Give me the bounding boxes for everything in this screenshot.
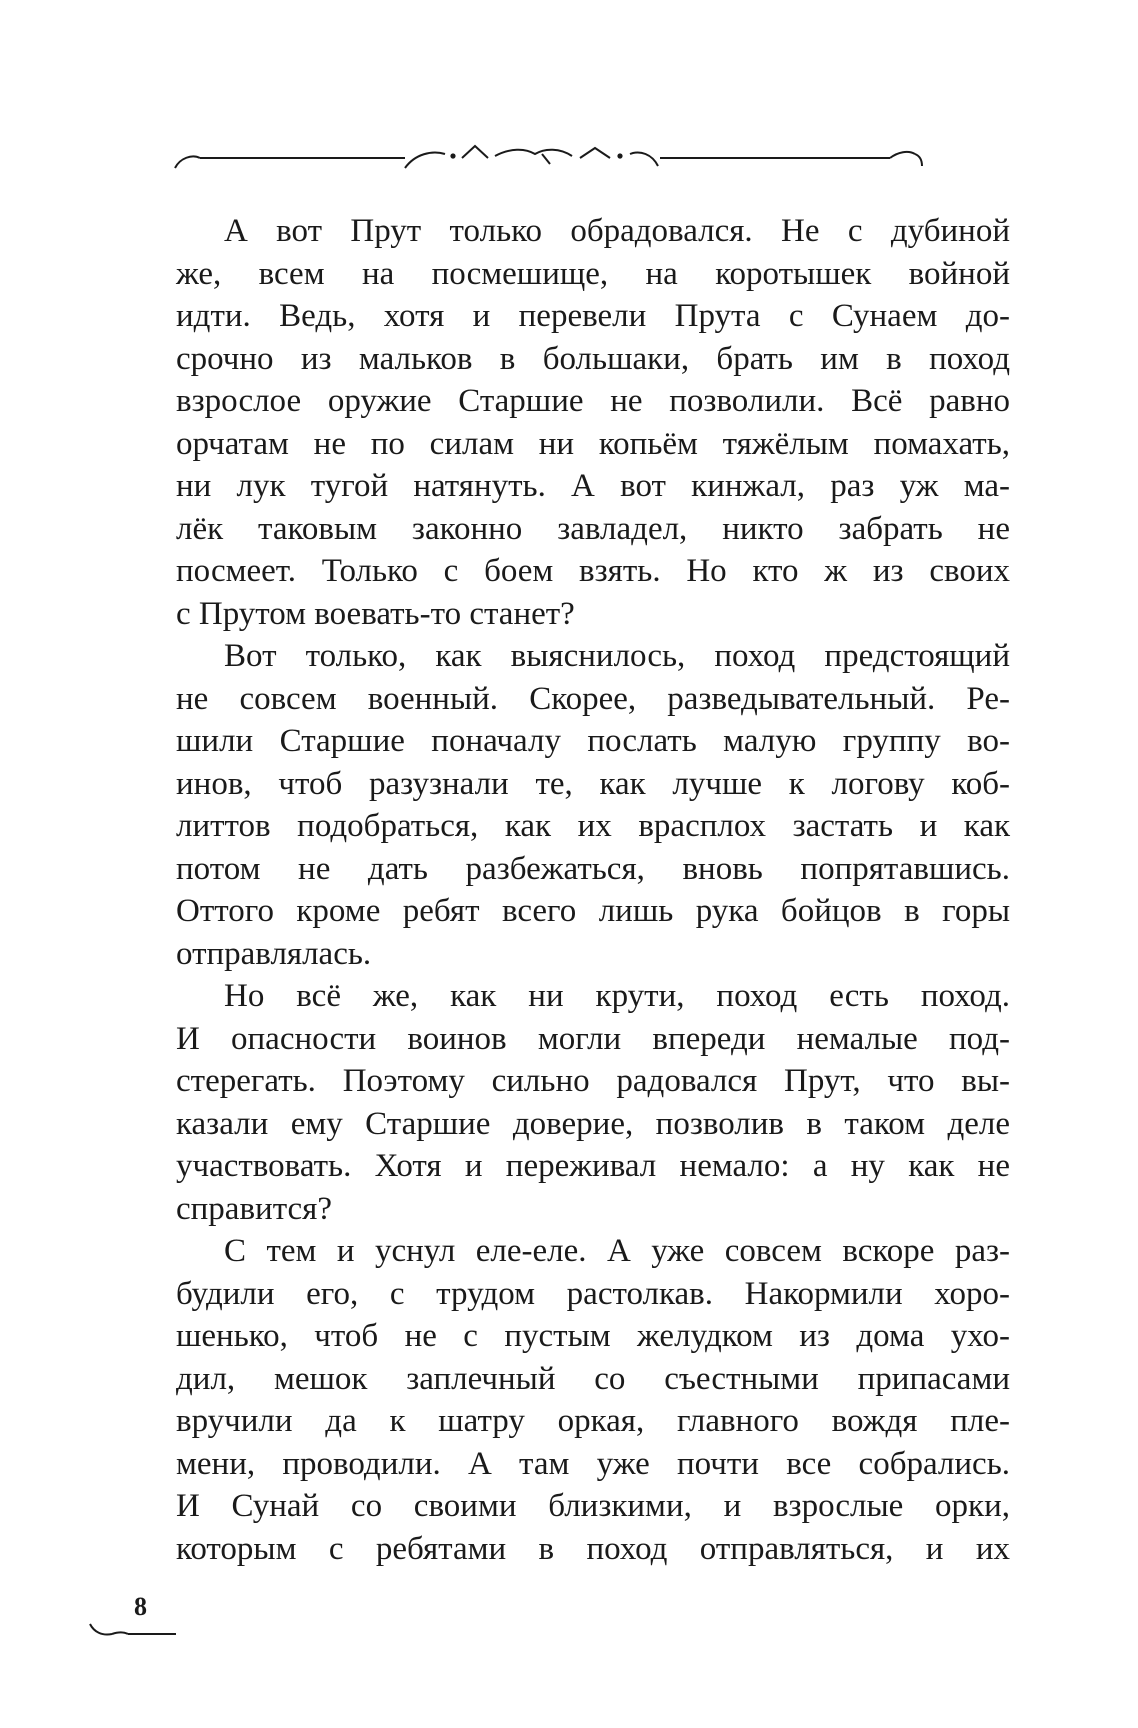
text-line: С тем и уснул еле-еле. А уже совсем вскоре раз- [224,1233,1010,1269]
text-line: Оттого кроме ребят всего лишь рука бойцов в горы [176,893,1010,929]
paragraph [176,975,1010,1230]
paragraph [176,1230,1010,1570]
text-line: потом не дать разбежаться, вновь попрятавшись. [176,850,1010,887]
text-line: А вот Прут только обрадовался. Не с дубиной [224,213,1010,249]
top-ornament [170,140,1020,180]
text-line: отправлялась. [176,935,372,972]
page-number: 8 [134,1592,147,1621]
text-line: казали ему Старшие доверие, позволив в таком деле [176,1105,1010,1142]
text-line: шили Старшие поначалу послать малую группу во- [176,723,1010,759]
text-line: посмеет. Только с боем взять. Но кто ж из своих [176,553,1010,589]
text-line: срочно из мальков в большаки, брать им в поход [176,340,1010,377]
text-line: которым с ребятами в поход отправляться, и их [176,1530,1010,1567]
text-line: стерегать. Поэтому сильно радовался Прут, что вы- [176,1063,1010,1099]
paragraph [176,635,1010,975]
text-line: И опасности воинов могли впереди немалые под- [176,1020,1010,1057]
text-line: И Сунай со своими близкими, и взрослые орки, [176,1488,1010,1524]
text-line: Но всё же, как ни крути, поход есть поход. [224,978,1010,1014]
text-line: Вот только, как выяснилось, поход предстоящий [224,638,1010,674]
text-line: орчатам не по силам ни копьём тяжёлым помахать, [176,425,1010,462]
text-line: лёк таковым законно завладел, никто забрать не [176,510,1010,547]
text-line: не совсем военный. Скорее, разведывательный. Ре- [176,680,1010,717]
text-line: литтов подобраться, как их врасплох застать и как [176,808,1010,844]
text-line: инов, чтоб разузнали те, как лучше к логову коб- [176,765,1010,802]
bottom-ornament [88,1620,178,1640]
main-text [176,210,1010,1570]
text-line: вручили да к шатру оркая, главного вождя пле- [176,1403,1010,1439]
text-line: шенько, чтоб не с пустым желудком из дома ухо- [176,1318,1010,1354]
text-line: идти. Ведь, хотя и перевели Прута с Сунаем до- [176,298,1010,334]
paragraph [176,210,1010,635]
text-line: будили его, с трудом растолкав. Накормили хоро- [176,1275,1010,1312]
text-line: справится? [176,1190,332,1227]
text-line: мени, проводили. А там уже почти все собрались. [176,1445,1010,1482]
text-line: взрослое оружие Старшие не позволили. Всё равно [176,383,1010,419]
text-line: с Прутом воевать-то станет? [176,595,575,632]
text-line: дил, мешок заплечный со съестными припасами [176,1360,1010,1397]
text-line: же, всем на посмешище, на коротышек войной [176,255,1010,292]
text-line: ни лук тугой натянуть. А вот кинжал, раз уж ма- [176,468,1010,504]
text-line: участвовать. Хотя и переживал немало: а ну как не [176,1148,1010,1184]
